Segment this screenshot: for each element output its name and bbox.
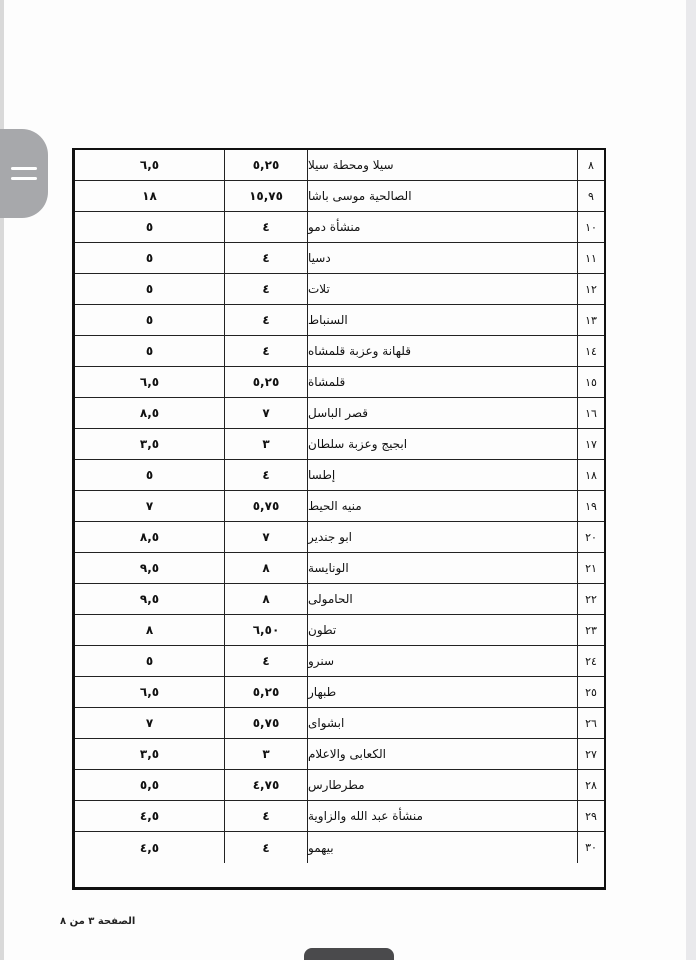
table-row	[75, 491, 604, 522]
table-row	[75, 150, 604, 181]
table-row	[75, 646, 604, 677]
row-number-cell: ١٩	[585, 499, 597, 513]
village-name-cell: منيه الحيط	[308, 491, 578, 521]
village-name-cell: منشأة دمو	[308, 212, 578, 242]
villages-table	[72, 148, 606, 890]
row-number-cell: ٢٦	[585, 716, 597, 730]
row-number-cell: ١٨	[585, 468, 597, 482]
value-1-cell: ٤,٧٥	[225, 770, 308, 800]
village-name-cell: سيلا ومحطة سيلا	[308, 150, 578, 180]
village-name-cell: قصر الباسل	[308, 398, 578, 428]
value-2-cell: ٧	[75, 708, 225, 738]
value-2-cell: ٥	[75, 460, 225, 490]
village-name-cell: الحامولى	[308, 584, 578, 614]
value-2-cell: ٤,٥	[75, 832, 225, 863]
value-2-cell: ٨,٥	[75, 522, 225, 552]
value-2-cell: ١٨	[75, 181, 225, 211]
village-name-cell: الكعابى والاعلام	[308, 739, 578, 769]
value-1-cell: ٥,٧٥	[225, 708, 308, 738]
table-row	[75, 770, 604, 801]
village-name-cell: تطون	[308, 615, 578, 645]
value-2-cell: ٩,٥	[75, 584, 225, 614]
value-1-cell: ٣	[225, 739, 308, 769]
value-1-cell: ١٥,٧٥	[225, 181, 308, 211]
row-number-cell: ٢٤	[585, 654, 597, 668]
table-row	[75, 708, 604, 739]
menu-handle-button[interactable]	[0, 129, 48, 218]
value-1-cell: ٥,٢٥	[225, 150, 308, 180]
value-1-cell: ٤	[225, 305, 308, 335]
table-row	[75, 522, 604, 553]
village-name-cell: الونايسة	[308, 553, 578, 583]
village-name-cell: منشأة عبد الله والزاوية	[308, 801, 578, 831]
village-name-cell: ابجيج وعزبة سلطان	[308, 429, 578, 459]
row-number-cell: ٢٠	[585, 530, 597, 544]
value-1-cell: ٤	[225, 460, 308, 490]
row-number-cell: ١١	[585, 251, 597, 265]
row-number-cell: ١٧	[585, 437, 597, 451]
row-number-cell: ٢٧	[585, 747, 597, 761]
row-number-cell: ٨	[588, 158, 594, 172]
row-number-cell: ٢٩	[585, 809, 597, 823]
row-number-cell: ٩	[588, 189, 594, 203]
village-name-cell: السنباط	[308, 305, 578, 335]
value-2-cell: ٦,٥	[75, 367, 225, 397]
table-row	[75, 460, 604, 491]
village-name-cell: مطرطارس	[308, 770, 578, 800]
value-2-cell: ٦,٥	[75, 150, 225, 180]
village-name-cell: ابو جندير	[308, 522, 578, 552]
table-row	[75, 398, 604, 429]
table-row	[75, 305, 604, 336]
table-row	[75, 739, 604, 770]
value-1-cell: ٤	[225, 243, 308, 273]
value-2-cell: ٥,٥	[75, 770, 225, 800]
table-row	[75, 801, 604, 832]
village-name-cell: إطسا	[308, 460, 578, 490]
table-row	[75, 274, 604, 305]
table-row	[75, 553, 604, 584]
value-1-cell: ٥,٢٥	[225, 677, 308, 707]
value-1-cell: ٤	[225, 646, 308, 676]
village-name-cell: دسيا	[308, 243, 578, 273]
table-row	[75, 584, 604, 615]
village-name-cell: قلمشاة	[308, 367, 578, 397]
value-2-cell: ٣,٥	[75, 429, 225, 459]
table-row	[75, 615, 604, 646]
table-row	[75, 367, 604, 398]
value-1-cell: ٨	[225, 584, 308, 614]
table-row	[75, 336, 604, 367]
row-number-cell: ٢١	[585, 561, 597, 575]
row-number-cell: ١٠	[585, 220, 597, 234]
value-2-cell: ٦,٥	[75, 677, 225, 707]
value-1-cell: ٤	[225, 801, 308, 831]
value-1-cell: ٧	[225, 398, 308, 428]
value-2-cell: ٤,٥	[75, 801, 225, 831]
value-1-cell: ٤	[225, 336, 308, 366]
value-2-cell: ٧	[75, 491, 225, 521]
village-name-cell: طبهار	[308, 677, 578, 707]
row-number-cell: ١٣	[585, 313, 597, 327]
village-name-cell: الصالحية موسى باشا	[308, 181, 578, 211]
value-1-cell: ٤	[225, 212, 308, 242]
row-number-cell: ٢٨	[585, 778, 597, 792]
value-2-cell: ٨,٥	[75, 398, 225, 428]
table-row	[75, 677, 604, 708]
row-number-cell: ١٢	[585, 282, 597, 296]
value-2-cell: ٣,٥	[75, 739, 225, 769]
village-name-cell: سنرو	[308, 646, 578, 676]
value-2-cell: ٥	[75, 646, 225, 676]
value-2-cell: ٩,٥	[75, 553, 225, 583]
table-row	[75, 181, 604, 212]
value-1-cell: ٣	[225, 429, 308, 459]
menu-icon	[11, 167, 37, 180]
value-1-cell: ٤	[225, 832, 308, 863]
row-number-cell: ٢٥	[585, 685, 597, 699]
row-number-cell: ٢٢	[585, 592, 597, 606]
table-row	[75, 212, 604, 243]
value-2-cell: ٨	[75, 615, 225, 645]
value-2-cell: ٥	[75, 274, 225, 304]
row-number-cell: ٣٠	[585, 841, 597, 854]
row-number-cell: ١٤	[585, 344, 597, 358]
value-1-cell: ٥,٢٥	[225, 367, 308, 397]
right-scroll-track[interactable]	[686, 0, 696, 960]
village-name-cell: قلهانة وعزبة قلمشاه	[308, 336, 578, 366]
value-2-cell: ٥	[75, 212, 225, 242]
page-number-label: الصفحة ٣ من ٨	[60, 916, 136, 927]
value-1-cell: ٦,٥٠	[225, 615, 308, 645]
value-1-cell: ٥,٧٥	[225, 491, 308, 521]
value-2-cell: ٥	[75, 243, 225, 273]
village-name-cell: ابشواى	[308, 708, 578, 738]
value-2-cell: ٥	[75, 305, 225, 335]
table-row	[75, 429, 604, 460]
value-1-cell: ٨	[225, 553, 308, 583]
bottom-nav-tab[interactable]	[304, 948, 394, 960]
value-2-cell: ٥	[75, 336, 225, 366]
row-number-cell: ١٦	[585, 406, 597, 420]
village-name-cell: بيهمو	[308, 832, 578, 863]
value-1-cell: ٤	[225, 274, 308, 304]
row-number-cell: ١٥	[585, 375, 597, 389]
table-row	[75, 243, 604, 274]
value-1-cell: ٧	[225, 522, 308, 552]
village-name-cell: تلات	[308, 274, 578, 304]
table-row	[75, 832, 604, 863]
row-number-cell: ٢٣	[585, 623, 597, 637]
